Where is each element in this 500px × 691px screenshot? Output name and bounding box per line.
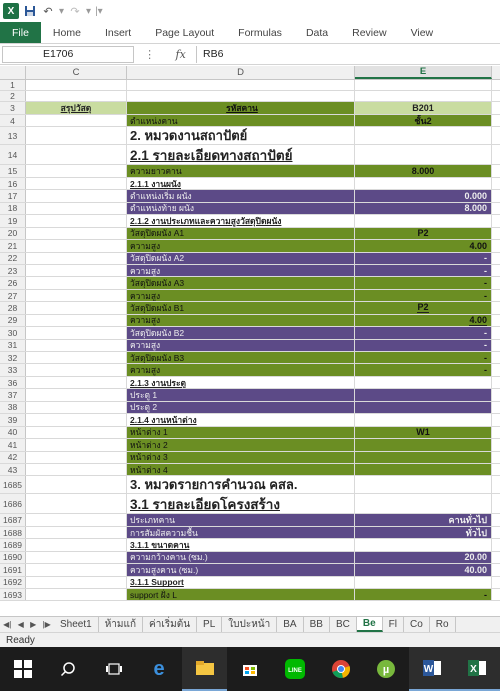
row-header[interactable]: 28 xyxy=(0,302,26,313)
row-header[interactable]: 1685 xyxy=(0,476,26,493)
cell-d[interactable]: 3. หมวดรายการคำนวณ คสล. xyxy=(127,476,355,493)
fx-icon[interactable]: fx xyxy=(175,47,186,61)
row-header[interactable]: 15 xyxy=(0,165,26,176)
cell-d[interactable]: ประตู 1 xyxy=(127,389,355,400)
cell-e[interactable] xyxy=(355,145,492,164)
row-header[interactable]: 30 xyxy=(0,327,26,338)
table-row xyxy=(0,145,500,165)
cell-d[interactable]: รหัสคาน xyxy=(127,102,355,114)
cell-d[interactable]: ความสูง xyxy=(127,265,355,276)
row-header[interactable]: 14 xyxy=(0,145,26,164)
cell-e-value: - xyxy=(484,365,487,376)
cell-e[interactable] xyxy=(355,165,492,176)
cell-d[interactable]: ความยาวคาน xyxy=(127,165,355,176)
formula-input[interactable]: RB6 xyxy=(196,46,500,63)
row-header[interactable]: 40 xyxy=(0,427,26,438)
table-row xyxy=(0,253,500,265)
table-row xyxy=(0,340,500,352)
cell-e[interactable] xyxy=(355,253,492,264)
store-icon[interactable] xyxy=(227,647,272,691)
row-header[interactable]: 3 xyxy=(0,102,26,114)
name-box[interactable]: E1706 xyxy=(2,46,134,63)
cell-c[interactable] xyxy=(26,427,127,438)
row-header[interactable]: 41 xyxy=(0,439,26,450)
table-row xyxy=(0,464,500,476)
select-all-corner[interactable] xyxy=(0,66,26,79)
cell-d[interactable]: หน้าต่าง 4 xyxy=(127,464,355,475)
cell-c[interactable] xyxy=(26,452,127,463)
cell-e[interactable] xyxy=(355,589,492,600)
task-view-icon[interactable] xyxy=(91,647,136,691)
cell-d[interactable]: ความสูง xyxy=(127,315,355,326)
cell-e[interactable] xyxy=(355,577,492,588)
cell-e-value: 40.00 xyxy=(464,564,487,575)
cell-e[interactable] xyxy=(355,203,492,214)
svg-text:LINE: LINE xyxy=(288,668,303,674)
cell-c[interactable] xyxy=(26,377,127,388)
cell-c[interactable] xyxy=(26,290,127,301)
cell-c[interactable] xyxy=(26,265,127,276)
cell-e-value: - xyxy=(484,265,487,276)
cell-c[interactable] xyxy=(26,127,127,144)
windows-taskbar xyxy=(0,647,500,691)
cell-c[interactable] xyxy=(26,80,127,90)
cell-d[interactable]: วัสดุปิดผนัง B2 xyxy=(127,327,355,338)
cell-c[interactable] xyxy=(26,190,127,201)
cell-d[interactable]: วัสดุปิดผนัง A3 xyxy=(127,277,355,288)
cell-e-value: - xyxy=(484,278,487,289)
cell-c[interactable] xyxy=(26,414,127,425)
cell-e[interactable] xyxy=(355,80,492,90)
line-app-icon[interactable] xyxy=(273,647,318,691)
row-header[interactable]: 21 xyxy=(0,240,26,251)
cell-e-value: 0.000 xyxy=(464,191,487,202)
status-bar xyxy=(0,632,500,647)
cell-e[interactable] xyxy=(355,527,492,538)
sheet-tab[interactable]: Fl xyxy=(383,617,404,632)
row-header[interactable]: 23 xyxy=(0,265,26,276)
cell-c[interactable] xyxy=(26,228,127,239)
cell-d[interactable]: 2.1 รายละเอียดทางสถาปัตย์ xyxy=(127,145,355,164)
status-text: Ready xyxy=(6,634,35,646)
sheet-tab[interactable]: BB xyxy=(304,617,330,632)
cell-d[interactable]: 2.1.3 งานประตู xyxy=(127,377,355,388)
row-header[interactable]: 1690 xyxy=(0,552,26,563)
sheet-tab[interactable]: Ro xyxy=(430,617,456,632)
undo-dropdown-icon[interactable]: ▾ xyxy=(59,5,65,17)
cell-c[interactable] xyxy=(26,402,127,413)
cell-d[interactable]: หน้าต่าง 3 xyxy=(127,452,355,463)
sheet-nav xyxy=(0,617,54,632)
cell-c[interactable] xyxy=(26,253,127,264)
cell-d[interactable]: วัสดุปิดผนัง B1 xyxy=(127,302,355,313)
table-row xyxy=(0,414,500,426)
cell-e[interactable] xyxy=(355,340,492,351)
table-row xyxy=(0,352,500,364)
row-header[interactable]: 33 xyxy=(0,364,26,375)
sheet-tab[interactable]: Sheet1 xyxy=(54,617,99,632)
table-row xyxy=(0,290,500,302)
cell-e-value: P2 xyxy=(417,228,429,239)
row-header[interactable]: 29 xyxy=(0,315,26,326)
cell-e[interactable] xyxy=(355,439,492,450)
cell-d[interactable]: ความสูงคาน (ซม.) xyxy=(127,564,355,575)
cell-c[interactable] xyxy=(26,552,127,563)
cell-c[interactable] xyxy=(26,464,127,475)
cell-e[interactable] xyxy=(355,327,492,338)
table-row xyxy=(0,240,500,252)
cell-e[interactable] xyxy=(355,564,492,575)
word-icon[interactable] xyxy=(409,647,454,691)
file-explorer-icon[interactable] xyxy=(182,647,227,691)
row-header[interactable]: 1688 xyxy=(0,527,26,538)
cell-c[interactable] xyxy=(26,589,127,600)
table-row xyxy=(0,190,500,202)
row-header[interactable]: 42 xyxy=(0,452,26,463)
cell-e[interactable] xyxy=(355,240,492,251)
cell-d[interactable]: ความสูง xyxy=(127,240,355,251)
next-sheet-icon[interactable]: ▶ xyxy=(30,620,37,629)
cell-e-value: 20.00 xyxy=(464,552,487,563)
cell-e[interactable] xyxy=(355,402,492,413)
cell-c[interactable] xyxy=(26,389,127,400)
cell-d[interactable]: การสัมผัสความชื้น xyxy=(127,527,355,538)
chrome-icon[interactable] xyxy=(318,647,363,691)
prev-sheet-icon[interactable]: ◀ xyxy=(17,620,24,629)
cell-e[interactable] xyxy=(355,228,492,239)
cell-c[interactable] xyxy=(26,91,127,101)
row-header[interactable]: 18 xyxy=(0,203,26,214)
cell-c[interactable] xyxy=(26,145,127,164)
row-header[interactable]: 1693 xyxy=(0,589,26,600)
cell-c[interactable]: สรุปวัสดุ xyxy=(26,102,127,114)
save-icon[interactable] xyxy=(23,4,37,18)
cell-d[interactable]: 3.1.1 ขนาดคาน xyxy=(127,539,355,550)
sheet-tab[interactable]: ห้ามแก้ xyxy=(99,617,143,632)
table-row xyxy=(0,228,500,240)
cell-e-value: - xyxy=(484,327,487,338)
cell-e[interactable] xyxy=(355,215,492,226)
table-row xyxy=(0,494,500,514)
cell-c[interactable] xyxy=(26,352,127,363)
table-row xyxy=(0,165,500,177)
sheet-tab[interactable]: Co xyxy=(404,617,430,632)
table-row xyxy=(0,115,500,127)
cell-e[interactable] xyxy=(355,265,492,276)
column-header-e[interactable]: E xyxy=(355,66,492,79)
row-header[interactable]: 38 xyxy=(0,402,26,413)
row-header[interactable]: 22 xyxy=(0,253,26,264)
cell-e[interactable] xyxy=(355,414,492,425)
sheet-tab[interactable]: ค่าเริ่มต้น xyxy=(143,617,197,632)
cell-c[interactable] xyxy=(26,439,127,450)
row-header[interactable]: 32 xyxy=(0,352,26,363)
cell-d[interactable]: วัสดุปิดผนัง B3 xyxy=(127,352,355,363)
svg-text:µ: µ xyxy=(383,664,390,676)
cell-e[interactable] xyxy=(355,115,492,126)
row-header[interactable]: 1689 xyxy=(0,539,26,550)
table-row xyxy=(0,265,500,277)
sheet-tab[interactable]: Be xyxy=(357,617,383,632)
cell-d[interactable]: support ฝั่ง L xyxy=(127,589,355,600)
cell-e-value: - xyxy=(484,352,487,363)
cell-d[interactable]: 3.1 รายละเอียดโครงสร้าง xyxy=(127,494,355,513)
table-row xyxy=(0,203,500,215)
cell-e-value: - xyxy=(484,290,487,301)
row-header[interactable]: 1691 xyxy=(0,564,26,575)
cell-d[interactable]: 2.1.1 งานผนัง xyxy=(127,178,355,189)
sheet-tab[interactable]: PL xyxy=(197,617,222,632)
cell-e-value: W1 xyxy=(416,427,430,438)
row-header[interactable]: 19 xyxy=(0,215,26,226)
cell-c[interactable] xyxy=(26,115,127,126)
cell-e-value: ทั่วไป xyxy=(465,527,487,538)
row-header[interactable]: 2 xyxy=(0,91,26,101)
cell-c[interactable] xyxy=(26,327,127,338)
cell-e[interactable] xyxy=(355,352,492,363)
cell-e[interactable] xyxy=(355,552,492,563)
row-header[interactable]: 27 xyxy=(0,290,26,301)
excel-icon[interactable] xyxy=(455,647,500,691)
cell-e[interactable] xyxy=(355,494,492,513)
utorrent-icon[interactable] xyxy=(364,647,409,691)
edge-icon[interactable]: e xyxy=(153,657,165,680)
row-header[interactable]: 1686 xyxy=(0,494,26,513)
cell-d[interactable]: ประตู 2 xyxy=(127,402,355,413)
cell-d[interactable]: ตำแหน่งคาน xyxy=(127,115,355,126)
cell-e[interactable] xyxy=(355,452,492,463)
table-row xyxy=(0,315,500,327)
tab-formulas[interactable]: Formulas xyxy=(238,26,282,39)
column-headers xyxy=(0,66,500,80)
column-header-d[interactable]: D xyxy=(127,66,355,79)
formula-bar xyxy=(0,44,500,65)
cell-e-value: ชั้น2 xyxy=(414,115,432,126)
cell-e-value: 4.00 xyxy=(469,240,487,251)
cell-e[interactable] xyxy=(355,102,492,114)
cell-e[interactable] xyxy=(355,127,492,144)
table-row xyxy=(0,377,500,389)
cell-e[interactable] xyxy=(355,364,492,375)
cell-d[interactable]: หน้าต่าง 1 xyxy=(127,427,355,438)
cell-d[interactable] xyxy=(127,91,355,101)
table-row xyxy=(0,539,500,551)
row-header[interactable]: 1692 xyxy=(0,577,26,588)
excel-logo-icon: X xyxy=(3,3,19,19)
ribbon-tabs xyxy=(0,22,500,44)
cell-d[interactable]: 2.1.4 งานหน้าต่าง xyxy=(127,414,355,425)
table-row xyxy=(0,80,500,91)
table-row xyxy=(0,552,500,564)
cell-e-value: B201 xyxy=(412,103,434,113)
cell-c[interactable] xyxy=(26,240,127,251)
row-header[interactable]: 1 xyxy=(0,80,26,90)
row-header[interactable]: 1687 xyxy=(0,514,26,525)
first-sheet-icon[interactable]: ◀| xyxy=(3,620,12,629)
customize-qat-icon[interactable]: |▾ xyxy=(95,5,103,17)
cell-c[interactable] xyxy=(26,364,127,375)
table-row xyxy=(0,577,500,589)
tab-file[interactable]: File xyxy=(0,22,41,43)
cell-d[interactable]: 2.1.2 งานประเภทและความสูงวัสดุปิดผนัง xyxy=(127,215,355,226)
tab-home[interactable]: Home xyxy=(52,26,81,39)
cell-e-value: - xyxy=(484,340,487,351)
cell-e[interactable] xyxy=(355,91,492,101)
cell-e[interactable] xyxy=(355,377,492,388)
row-header[interactable]: 31 xyxy=(0,340,26,351)
redo-icon[interactable]: ↷ xyxy=(70,5,80,18)
redo-dropdown-icon[interactable]: ▾ xyxy=(86,5,92,17)
cell-e-value: 8.000 xyxy=(464,203,487,214)
undo-icon[interactable]: ↶ xyxy=(43,5,53,18)
table-row xyxy=(0,427,500,439)
cell-d[interactable]: หน้าต่าง 2 xyxy=(127,439,355,450)
sheet-tab[interactable]: ใบปะหน้า xyxy=(222,617,277,632)
cell-c[interactable] xyxy=(26,514,127,525)
cell-d[interactable]: วัสดุปิดผนัง A1 xyxy=(127,228,355,239)
table-row xyxy=(0,402,500,414)
quick-access-toolbar xyxy=(0,0,500,22)
more-options-icon[interactable]: ⋮ xyxy=(144,48,156,61)
cell-d[interactable]: วัสดุปิดผนัง A2 xyxy=(127,253,355,264)
cell-d[interactable]: 3.1.1 Support xyxy=(127,577,355,588)
table-row xyxy=(0,527,500,539)
cell-e[interactable] xyxy=(355,427,492,438)
cell-e[interactable] xyxy=(355,389,492,400)
row-header[interactable]: 4 xyxy=(0,115,26,126)
formula-controls xyxy=(134,48,196,61)
cell-d[interactable]: ความสูง xyxy=(127,364,355,375)
cell-e[interactable] xyxy=(355,290,492,301)
cell-e[interactable] xyxy=(355,302,492,313)
tab-review[interactable]: Review xyxy=(352,26,387,39)
sheet-tab[interactable]: BA xyxy=(277,617,303,632)
cell-c[interactable] xyxy=(26,215,127,226)
cell-c[interactable] xyxy=(26,476,127,493)
column-header-c[interactable]: C xyxy=(26,66,127,79)
cell-d[interactable]: ตำแหน่งท้าย ผนัง xyxy=(127,203,355,214)
cell-e-value: - xyxy=(484,253,487,264)
cell-c[interactable] xyxy=(26,302,127,313)
cell-c[interactable] xyxy=(26,564,127,575)
table-row xyxy=(0,514,500,526)
cell-d[interactable]: ตำแหน่งเริ่ม ผนัง xyxy=(127,190,355,201)
cell-c[interactable] xyxy=(26,494,127,513)
row-header[interactable]: 39 xyxy=(0,414,26,425)
table-row xyxy=(0,589,500,601)
cell-c[interactable] xyxy=(26,577,127,588)
tab-page-layout[interactable]: Page Layout xyxy=(155,26,215,39)
svg-text:W: W xyxy=(423,664,434,675)
table-row xyxy=(0,127,500,145)
last-sheet-icon[interactable]: |▶ xyxy=(42,620,51,629)
row-header[interactable]: 17 xyxy=(0,190,26,201)
cell-d[interactable]: ประเภทคาน xyxy=(127,514,355,525)
cell-c[interactable] xyxy=(26,203,127,214)
table-row xyxy=(0,389,500,401)
row-header[interactable]: 13 xyxy=(0,127,26,144)
cell-d[interactable]: ความสูง xyxy=(127,290,355,301)
cell-e[interactable] xyxy=(355,476,492,493)
table-row xyxy=(0,452,500,464)
table-row xyxy=(0,364,500,376)
cell-e-value: P2 xyxy=(417,302,429,313)
row-header[interactable]: 20 xyxy=(0,228,26,239)
cell-e-value: 4.00 xyxy=(469,314,487,325)
sheet-tab-bar xyxy=(0,616,500,632)
cell-c[interactable] xyxy=(26,315,127,326)
cell-e-value: 8.000 xyxy=(411,166,435,177)
cell-c[interactable] xyxy=(26,165,127,176)
search-icon[interactable] xyxy=(45,647,90,691)
sheet-tab[interactable]: BC xyxy=(330,617,357,632)
cell-d[interactable] xyxy=(127,80,355,90)
table-row xyxy=(0,215,500,227)
cell-e[interactable] xyxy=(355,514,492,525)
cell-e[interactable] xyxy=(355,190,492,201)
spreadsheet-grid xyxy=(0,80,500,616)
cell-c[interactable] xyxy=(26,539,127,550)
svg-text:X: X xyxy=(470,664,478,675)
cell-e[interactable] xyxy=(355,178,492,189)
windows-start-icon[interactable] xyxy=(0,647,45,691)
cell-c[interactable] xyxy=(26,178,127,189)
row-header[interactable]: 43 xyxy=(0,464,26,475)
cell-e[interactable] xyxy=(355,277,492,288)
table-row xyxy=(0,277,500,289)
cell-c[interactable] xyxy=(26,340,127,351)
cell-e[interactable] xyxy=(355,539,492,550)
table-row xyxy=(0,178,500,190)
row-header[interactable]: 36 xyxy=(0,377,26,388)
cell-e-value: - xyxy=(484,589,487,600)
table-row xyxy=(0,327,500,339)
cell-d[interactable]: 2. หมวดงานสถาปัตย์ xyxy=(127,127,355,144)
table-row xyxy=(0,439,500,451)
row-header[interactable]: 26 xyxy=(0,277,26,288)
table-row xyxy=(0,476,500,494)
cell-d[interactable]: ความกว้างคาน (ซม.) xyxy=(127,552,355,563)
row-header[interactable]: 37 xyxy=(0,389,26,400)
cell-d[interactable]: ความสูง xyxy=(127,340,355,351)
cell-e[interactable] xyxy=(355,464,492,475)
table-row xyxy=(0,102,500,115)
tab-insert[interactable]: Insert xyxy=(104,26,132,39)
cell-e-value: คานทั่วไป xyxy=(448,515,487,526)
table-row xyxy=(0,564,500,576)
cell-c[interactable] xyxy=(26,527,127,538)
tab-view[interactable]: View xyxy=(410,26,434,39)
row-header[interactable]: 16 xyxy=(0,178,26,189)
table-row xyxy=(0,302,500,314)
cell-e[interactable] xyxy=(355,315,492,326)
cell-c[interactable] xyxy=(26,277,127,288)
tab-data[interactable]: Data xyxy=(305,26,329,39)
